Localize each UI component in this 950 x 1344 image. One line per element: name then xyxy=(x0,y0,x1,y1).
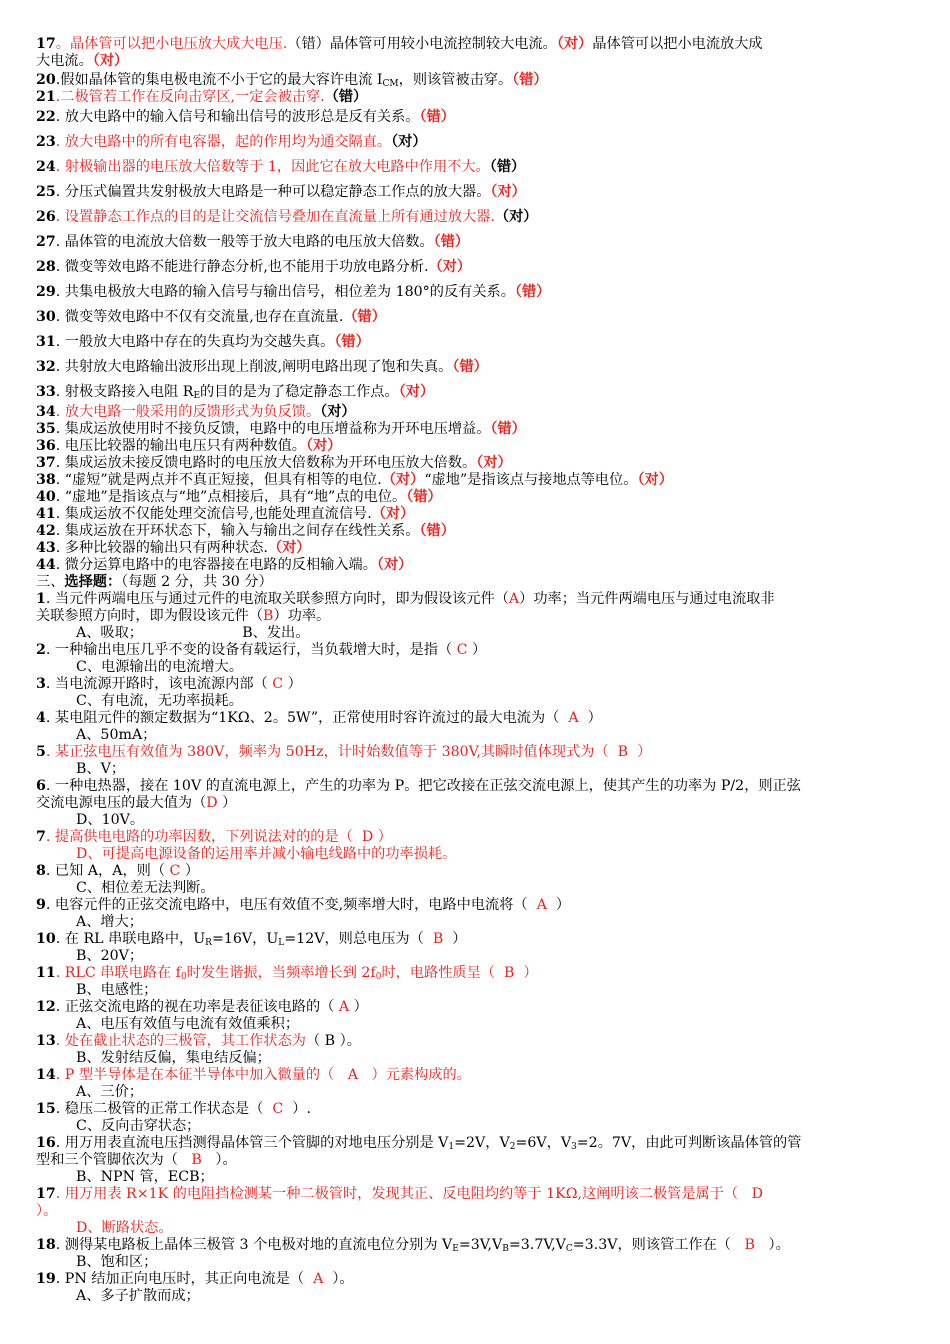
text-run: . 共射放大电路输出波形出现上削波,阐明电路出现了饱和失真。 xyxy=(55,359,453,375)
answer-text: （对） xyxy=(637,472,673,488)
answer-option-line xyxy=(36,846,456,863)
text-line xyxy=(36,897,570,914)
answer-option-line xyxy=(36,914,143,931)
answer-text: B xyxy=(191,1152,202,1168)
answer-text: （对） xyxy=(428,259,472,275)
answer-option-line xyxy=(36,1016,299,1033)
text-run: . 正弦交流电路的视在功率是表征该电路的（ xyxy=(55,999,339,1015)
text-run: （对） xyxy=(391,134,427,150)
text-run: . 晶体管的电流放大倍数一般等于放大电路的电压放大倍数。 xyxy=(55,234,434,250)
answer-text: （对） xyxy=(92,53,129,69)
text-line xyxy=(36,1186,763,1203)
item-number: 36 xyxy=(36,438,56,454)
text-run: . 在 RL 串联电路中，U xyxy=(55,931,206,947)
text-run: C、电源输出的电流增大。 xyxy=(76,659,243,675)
text-run: . 微变等效电路中不仅有交流量,也存在直流量. xyxy=(55,309,344,325)
text-line xyxy=(36,1067,471,1084)
answer-text: （错） xyxy=(343,309,386,325)
text-run: “虚地”是指该点与接地点等电位。 xyxy=(424,472,638,488)
answer-text: . 设置静态工作点的目的是让交流信号叠加在直流量上所有通过放大器. xyxy=(55,209,495,225)
text-line xyxy=(36,53,128,70)
answer-text: （对） xyxy=(490,184,526,200)
text-run: ）. xyxy=(283,1101,311,1117)
text-run: A、电压有效值与电流有效值乘积； xyxy=(76,1016,300,1032)
text-run: . 电压比较器的输出电压只有两种数值。 xyxy=(55,438,306,454)
text-run: ） xyxy=(546,897,571,913)
text-run: . 电容元件的正弦交流电路中，电压有效值不变,频率增大时，电路中电流将（ xyxy=(45,897,537,913)
text-run: . 一种输出电压几乎不变的设备有载运行，当负载增大时，是指（ xyxy=(45,642,457,658)
answer-text: （对） xyxy=(398,384,435,400)
item-number: 13 xyxy=(36,1033,56,1049)
answer-text: D、断路状态。 xyxy=(76,1220,173,1236)
text-line xyxy=(36,1033,361,1050)
text-run: . 一般放大电路中存在的失真均为交越失真。 xyxy=(55,334,335,350)
text-line xyxy=(36,334,370,351)
text-run: （错）晶体管可用较小电流控制较大电流。 xyxy=(287,36,557,52)
text-line xyxy=(36,557,412,574)
text-run: 交流电源电压的最大值为（ xyxy=(36,795,207,811)
answer-option-line xyxy=(36,948,143,965)
text-run: . 当元件两端电压与通过元件的电流取关联参照方向时，即为假设该元件（ xyxy=(45,591,509,607)
text-line xyxy=(36,89,367,106)
text-line xyxy=(36,109,455,126)
text-run: ） xyxy=(443,931,467,947)
text-line xyxy=(36,608,330,625)
text-line xyxy=(36,359,488,376)
item-number: 25 xyxy=(36,184,56,200)
text-run: （对） xyxy=(494,209,538,225)
answer-text: （对） xyxy=(305,438,342,454)
item-number: 9 xyxy=(36,897,46,913)
text-line xyxy=(36,591,775,608)
answer-option-line xyxy=(36,880,215,897)
item-number: 29 xyxy=(36,284,56,300)
answer-option-line xyxy=(36,693,243,710)
text-run: . 射极支路接入电阻 R xyxy=(55,384,194,400)
item-number: 22 xyxy=(36,109,56,125)
answer-text: .二极管若工作在反向击穿区,一定会被击穿. xyxy=(55,89,325,105)
item-number: 3 xyxy=(36,676,46,692)
item-number: 7 xyxy=(36,829,46,845)
answer-option-line xyxy=(36,1118,200,1135)
item-number: 24 xyxy=(36,159,56,175)
text-run: ，则该管被击穿。 xyxy=(398,72,513,88)
text-line xyxy=(36,159,525,176)
text-line xyxy=(36,1271,354,1288)
answer-text: （错） xyxy=(433,234,470,250)
text-run: A、三价； xyxy=(76,1084,143,1100)
text-run: =6V，V xyxy=(515,1135,572,1151)
answer-text: . 处在截止状态的三极管，其工作状态为 xyxy=(55,1033,306,1049)
text-run: . 测得某电路板上晶体三极管 3 个电极对地的直流电位分别为 V xyxy=(55,1237,453,1253)
text-line xyxy=(36,184,526,201)
item-number: 42 xyxy=(36,523,56,539)
answer-text: （错） xyxy=(334,334,370,350)
text-run: . 微变等效电路不能进行静态分析,也不能用于功放电路分析. xyxy=(55,259,429,275)
text-run: ）。 xyxy=(323,1271,354,1287)
answer-option-line xyxy=(36,982,157,999)
text-run: =3V,V xyxy=(458,1237,503,1253)
answer-option-line xyxy=(36,1169,214,1186)
answer-option-line xyxy=(36,1084,143,1101)
answer-option-line xyxy=(36,659,243,676)
text-line xyxy=(36,795,236,812)
text-line xyxy=(36,1101,311,1118)
answer-option-line xyxy=(36,1254,157,1271)
text-run: 晶体管可以把小电流放大成 xyxy=(592,36,763,52)
answer-option-line xyxy=(36,727,156,744)
item-number: 11 xyxy=(36,965,56,981)
answer-text: B xyxy=(744,1237,755,1253)
item-number: 6 xyxy=(36,778,46,794)
answer-text: D xyxy=(206,795,218,811)
answer-text: . 射极输出器的电压放大倍数等于 1，因此它在放大电路中作用不大。 xyxy=(55,159,490,175)
text-run: . 微分运算电路中的电容器接在电路的反相输入端。 xyxy=(55,557,377,573)
text-run: ） xyxy=(283,676,302,692)
text-run: =3.7V,V xyxy=(508,1237,566,1253)
text-run: . “虚地”是指该点与“地”点相接后，具有“地”点的电位。 xyxy=(55,489,407,505)
item-number: 37 xyxy=(36,455,56,471)
answer-text: . 用万用表 R×1K 的电阻挡检测某一种二极管时，发现其正、反电阻均约等于 1KΩ,这阐明该二极管是属于（ D xyxy=(55,1186,763,1202)
text-run: A、增大； xyxy=(76,914,143,930)
text-run: E xyxy=(193,391,201,401)
text-run: A、吸取； B、发出。 xyxy=(76,625,310,641)
answer-text: （错） xyxy=(514,284,551,300)
text-run: ）。 xyxy=(201,1152,237,1168)
text-line xyxy=(36,309,386,326)
text-run: L xyxy=(278,938,285,948)
item-number: 8 xyxy=(36,863,46,879)
item-number: 23 xyxy=(36,134,56,150)
answer-text: . P 型半导体是在本征半导体中加入微量的（ A ）元素构成的。 xyxy=(55,1067,471,1083)
text-run: R xyxy=(205,938,212,948)
text-run: =16V，U xyxy=(211,931,279,947)
answer-option-line xyxy=(36,812,144,829)
answer-option-line xyxy=(36,1220,173,1237)
answer-text: （错） xyxy=(490,421,526,437)
item-number: 4 xyxy=(36,710,46,726)
item-number: 2 xyxy=(36,642,46,658)
answer-text: ）。 xyxy=(36,1203,58,1219)
answer-text: （对） xyxy=(267,540,311,556)
text-run: （对） xyxy=(320,404,356,420)
text-line xyxy=(36,676,302,693)
text-line xyxy=(36,778,801,795)
item-number: 18 xyxy=(36,1237,56,1253)
text-run: . 稳压二极管的正常工作状态是（ xyxy=(55,1101,273,1117)
text-run: . 已知 A，A，则（ xyxy=(45,863,170,879)
answer-text: 0 xyxy=(375,972,382,982)
text-run: B xyxy=(502,1244,509,1254)
answer-text: （错） xyxy=(419,523,455,539)
text-run: 1 xyxy=(448,1142,455,1152)
text-run: . 一种电热器，接在 10V 的直流电源上，产生的功率为 P。把它改接在正弦交流电源上，使其产生的功率为 P/2，则正弦 xyxy=(45,778,801,794)
answer-text: （错） xyxy=(406,489,442,505)
answer-text: （错） xyxy=(512,72,548,88)
item-number: 27 xyxy=(36,234,56,250)
answer-text: （对） xyxy=(476,455,512,471)
text-run: D、10V。 xyxy=(76,812,145,828)
text-run: （错） xyxy=(489,159,526,175)
text-run: 三、 xyxy=(36,574,65,590)
answer-option-line xyxy=(36,1288,200,1305)
text-run: ）功率；当元件两端电压与通过电流取非 xyxy=(519,591,775,607)
text-run: （每题 2 分，共 30 分） xyxy=(121,574,273,590)
item-number: 20 xyxy=(36,72,56,88)
item-number: 41 xyxy=(36,506,56,522)
answer-text: 。晶体管可以把小电压放大成大电压. xyxy=(55,36,288,52)
text-line xyxy=(36,506,414,523)
item-number: 44 xyxy=(36,557,56,573)
answer-text: 0 xyxy=(180,972,187,982)
answer-text: 时发生谐振，当频率增长到 2f xyxy=(186,965,376,981)
text-run: . 当电流源开路时，该电流源内部（ xyxy=(45,676,273,692)
text-run: . 用万用表直流电压挡测得晶体管三个管脚的对地电压分别是 V xyxy=(55,1135,449,1151)
text-run: .假如晶体管的集电极电流不小于它的最大容许电流 I xyxy=(55,72,383,88)
text-line xyxy=(36,1203,57,1220)
text-run: =12V，则总电压为（ xyxy=(284,931,433,947)
text-line xyxy=(36,710,602,727)
answer-text: A xyxy=(536,897,547,913)
text-run: CM xyxy=(382,79,399,89)
text-run: B、饱和区； xyxy=(76,1254,158,1270)
item-number: 26 xyxy=(36,209,56,225)
answer-text: . 放大电路中的所有电容器，起的作用均为通交隔直。 xyxy=(55,134,392,150)
text-run: C、相位差无法判断。 xyxy=(76,880,215,896)
answer-text: . 某正弦电压有效值为 380V，频率为 50Hz，计时始数值等于 380V,其瞬时值体现式为（ B ） xyxy=(45,744,652,760)
text-line xyxy=(36,829,392,846)
text-line xyxy=(36,234,469,251)
text-line xyxy=(36,384,434,405)
answer-text: （对） xyxy=(381,472,425,488)
text-run: C xyxy=(565,1244,573,1254)
text-run: . 共集电极放大电路的输入信号与输出信号，相位差为 180°的反有关系。 xyxy=(55,284,515,300)
item-number: 21 xyxy=(36,89,56,105)
text-run: B、V； xyxy=(76,761,126,777)
text-run: （ B ）。 xyxy=(305,1033,361,1049)
item-number: 19 xyxy=(36,1271,56,1287)
answer-text: 时，电路性质呈（ B ） xyxy=(381,965,538,981)
text-line xyxy=(36,36,763,53)
answer-text: B xyxy=(432,931,444,947)
answer-text: C xyxy=(272,1101,284,1117)
answer-text: . 提高供电电路的功率因数，下列说法对的的是（ D ） xyxy=(45,829,392,845)
item-number: 17 xyxy=(36,1186,56,1202)
item-number: 43 xyxy=(36,540,56,556)
text-run: . 集成运放未接反馈电路时的电压放大倍数称为开环电压放大倍数。 xyxy=(55,455,477,471)
text-line xyxy=(36,1152,237,1169)
answer-text: （对） xyxy=(371,506,415,522)
text-run: 选择题： xyxy=(64,574,122,590)
text-run: . 某电阻元件的额定数据为“1KΩ、2。5W”，正常使用时容许流过的最大电流为（ xyxy=(45,710,569,726)
text-line xyxy=(36,523,455,540)
text-line xyxy=(36,438,341,455)
text-run: 关联参照方向时，即为假设该元件（ xyxy=(36,608,264,624)
text-run: =3.3V，则该管工作在（ xyxy=(572,1237,745,1253)
text-run: 3 xyxy=(571,1142,577,1152)
text-run: 型和三个管脚依次为（ xyxy=(36,1152,192,1168)
text-run: B、20V； xyxy=(76,948,144,964)
item-number: 10 xyxy=(36,931,56,947)
answer-text: C xyxy=(272,676,284,692)
text-line xyxy=(36,863,199,880)
text-run: 大电流。 xyxy=(36,53,93,69)
answer-option-line xyxy=(36,625,309,642)
answer-text: A xyxy=(338,999,350,1015)
answer-text: C xyxy=(456,642,468,658)
text-line xyxy=(36,744,651,761)
item-number: 15 xyxy=(36,1101,56,1117)
text-run: . PN 结加正向电压时，其正向电流是（ xyxy=(55,1271,314,1287)
item-number: 12 xyxy=(36,999,56,1015)
text-run: ）。 xyxy=(754,1237,790,1253)
text-run: ） xyxy=(180,863,200,879)
text-line xyxy=(36,574,273,591)
text-run: . 集成运放不仅能处理交流信号,也能处理直流信号. xyxy=(55,506,372,522)
text-run: B、电感性； xyxy=(76,982,158,998)
answer-text: D、可提高电源设备的运用率并减小输电线路中的功率损耗。 xyxy=(76,846,457,862)
text-run: 2 xyxy=(509,1142,516,1152)
text-line xyxy=(36,209,538,226)
text-run: ） xyxy=(349,999,368,1015)
text-line xyxy=(36,404,356,421)
text-run: E xyxy=(452,1244,459,1254)
text-run: . 放大电路中的输入信号和输出信号的波形总是反有关系。 xyxy=(55,109,420,125)
text-run: B、发射结反偏，集电结反偏； xyxy=(76,1050,271,1066)
text-line xyxy=(36,421,526,438)
text-run: ） xyxy=(578,710,602,726)
text-run: 的目的是为了稳定静态工作点。 xyxy=(200,384,399,400)
item-number: 28 xyxy=(36,259,56,275)
text-run: ） xyxy=(217,795,237,811)
item-number: 31 xyxy=(36,334,56,350)
item-number: 5 xyxy=(36,744,46,760)
answer-text: C xyxy=(169,863,181,879)
answer-text: A xyxy=(508,591,520,607)
text-line xyxy=(36,134,427,151)
text-run: . 分压式偏置共发射极放大电路是一种可以稳定静态工作点的放大器。 xyxy=(55,184,491,200)
item-number: 30 xyxy=(36,309,56,325)
text-line xyxy=(36,999,368,1016)
answer-option-line xyxy=(36,1050,271,1067)
item-number: 32 xyxy=(36,359,56,375)
text-line xyxy=(36,642,486,659)
text-line xyxy=(36,455,512,472)
text-run: A、50mA； xyxy=(76,727,157,743)
text-run: =2。7V，由此可判断该晶体管的管 xyxy=(576,1135,802,1151)
text-run: C、有电流，无功率损耗。 xyxy=(76,693,243,709)
text-run: ）功率。 xyxy=(273,608,331,624)
text-line xyxy=(36,284,550,301)
item-number: 16 xyxy=(36,1135,56,1151)
text-line xyxy=(36,472,673,489)
answer-text: （对） xyxy=(556,36,593,52)
text-run: . 多种比较器的输出只有两种状态. xyxy=(55,540,268,556)
item-number: 33 xyxy=(36,384,56,400)
item-number: 38 xyxy=(36,472,56,488)
answer-text: . 放大电路一般采用的反馈形式为负反馈。 xyxy=(55,404,321,420)
item-number: 40 xyxy=(36,489,56,505)
answer-text: （对） xyxy=(376,557,413,573)
answer-text: B xyxy=(263,608,274,624)
answer-text: A xyxy=(313,1271,324,1287)
answer-text: （错） xyxy=(452,359,488,375)
text-run: =2V，V xyxy=(454,1135,510,1151)
text-line xyxy=(36,540,310,557)
text-run: （错） xyxy=(324,89,368,105)
text-run: . “虚短”就是两点并不真正短接，但具有相等的电位. xyxy=(55,472,382,488)
answer-option-line xyxy=(36,761,125,778)
item-number: 35 xyxy=(36,421,56,437)
text-run: C、反向击穿状态； xyxy=(76,1118,201,1134)
text-run: B、NPN 管，ECB； xyxy=(76,1169,214,1185)
text-line xyxy=(36,259,471,276)
answer-text: （错） xyxy=(419,109,455,125)
answer-text: A xyxy=(568,710,579,726)
text-run: ） xyxy=(467,642,487,658)
text-run: A、多子扩散而成； xyxy=(76,1288,200,1304)
text-run: . 集成运放在开环状态下，输入与输出之间存在线性关系。 xyxy=(55,523,420,539)
answer-text: . RLC 串联电路在 f xyxy=(55,965,181,981)
item-number: 1 xyxy=(36,591,46,607)
text-run: . 集成运放使用时不接负反馈，电路中的电压增益称为开环电压增益。 xyxy=(55,421,491,437)
item-number: 34 xyxy=(36,404,56,420)
text-line xyxy=(36,489,442,506)
item-number: 14 xyxy=(36,1067,56,1083)
item-number: 17 xyxy=(36,36,56,52)
